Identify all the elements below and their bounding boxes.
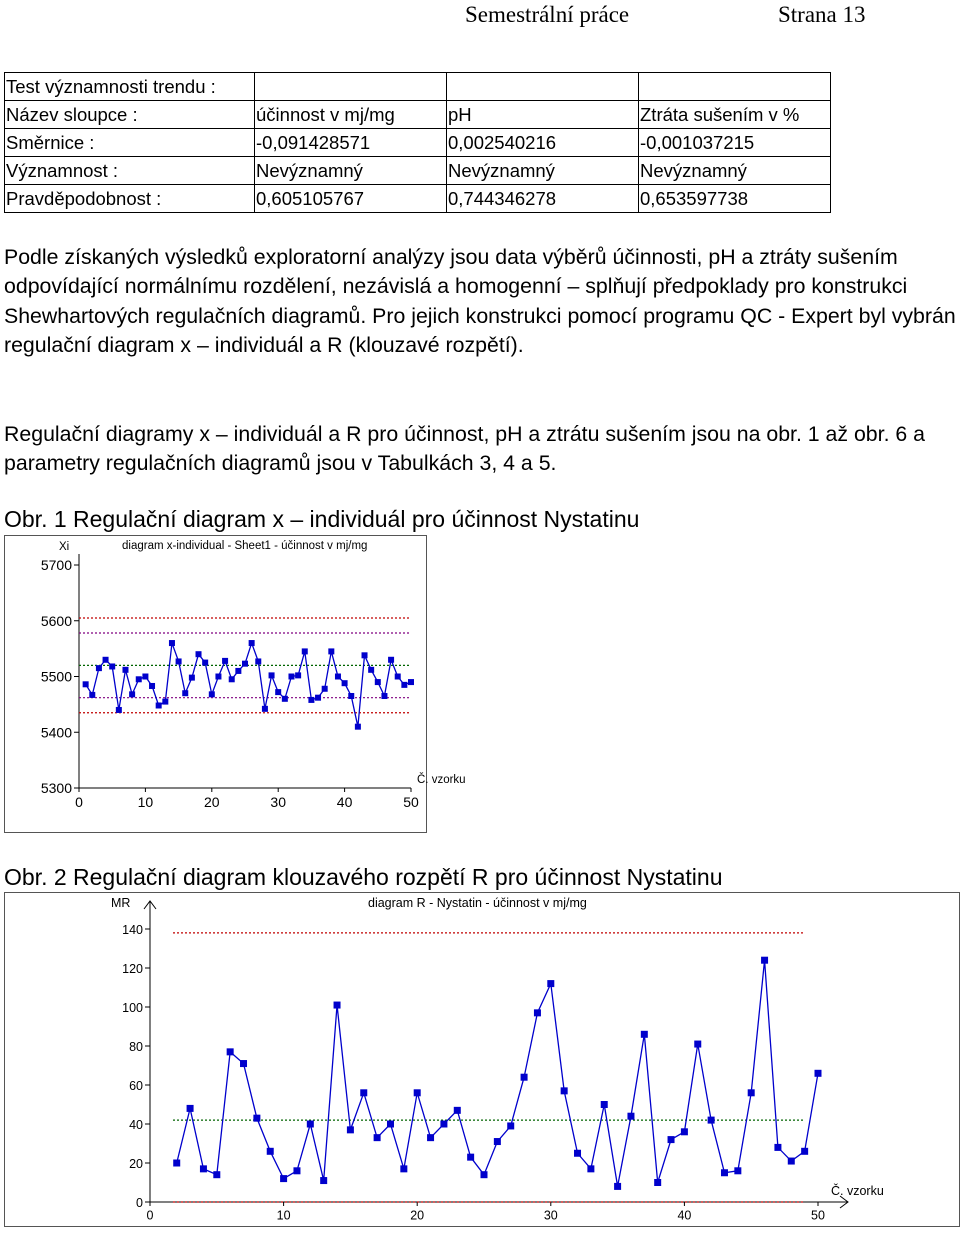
data-point <box>414 1089 421 1096</box>
table-cell: 0,002540216 <box>447 129 639 157</box>
data-point <box>222 658 228 664</box>
page-header <box>0 0 960 30</box>
y-tick-label: 100 <box>122 1001 143 1015</box>
data-point <box>395 674 401 680</box>
data-point <box>122 667 128 673</box>
data-point <box>467 1154 474 1161</box>
x-tick-label: 50 <box>403 794 419 810</box>
data-point <box>547 980 554 987</box>
data-point <box>440 1121 447 1128</box>
y-tick-label: 120 <box>122 962 143 976</box>
y-tick-label: 0 <box>136 1196 143 1210</box>
table-row <box>5 185 831 213</box>
data-point <box>156 702 162 708</box>
table-cell: -0,001037215 <box>639 129 831 157</box>
table-cell <box>255 73 447 101</box>
data-point <box>200 1165 207 1172</box>
data-point <box>574 1150 581 1157</box>
data-point <box>182 690 188 696</box>
data-point <box>774 1144 781 1151</box>
table-cell: Název sloupce : <box>5 101 255 129</box>
data-point <box>347 1126 354 1133</box>
data-point <box>481 1171 488 1178</box>
data-point <box>255 658 261 664</box>
y-tick-label: 5600 <box>40 612 72 629</box>
table-cell: Pravděpodobnost : <box>5 185 255 213</box>
table-row <box>5 157 831 185</box>
chart-title: diagram x-individual - Sheet1 - účinnost v mj/mg <box>122 540 368 552</box>
data-point <box>109 663 115 669</box>
figure-2-caption: Obr. 2 Regulační diagram klouzavého rozpětí R pro účinnost Nystatinu <box>4 864 723 890</box>
figure-1-caption: Obr. 1 Regulační diagram x – individuál pro účinnost Nystatinu <box>4 506 640 532</box>
data-point <box>262 706 268 712</box>
x-tick-label: 30 <box>270 794 286 810</box>
data-point <box>408 679 414 685</box>
data-point <box>267 1148 274 1155</box>
table-row <box>5 129 831 157</box>
data-point <box>308 697 314 703</box>
data-point <box>601 1101 608 1108</box>
paragraph-exploratory-analysis: Podle získaných výsledků exploratorní analýzy jsou data výběrů účinnosti, pH a ztráty sušením odpovídající normálnímu rozdělení, nezávislá a homogenní – splňují předpoklady pro konstrukci Shewhartových regulačních diagramů. Pro jejich konstrukci pomocí programu QC - Expert byl vybrán regulační diagram x – individuál a R (klouzavé rozpětí). <box>4 245 956 357</box>
data-point <box>507 1122 514 1129</box>
data-point <box>521 1074 528 1081</box>
x-tick-label: 0 <box>75 794 83 810</box>
data-point <box>360 1089 367 1096</box>
x-tick-label: 10 <box>276 1208 291 1223</box>
table-cell: Nevýznamný <box>639 157 831 185</box>
table-cell: Test významnosti trendu : <box>5 73 255 101</box>
data-point <box>355 724 361 730</box>
data-point <box>288 674 294 680</box>
data-point <box>387 1121 394 1128</box>
chart-1-frame <box>4 535 466 833</box>
data-point <box>240 1060 247 1067</box>
data-point <box>196 651 202 657</box>
data-point <box>173 1160 180 1167</box>
table-cell: pH <box>447 101 639 129</box>
data-point <box>116 707 122 713</box>
data-point <box>96 665 102 671</box>
table-cell <box>639 73 831 101</box>
data-point <box>275 689 281 695</box>
data-point <box>322 686 328 692</box>
data-point <box>721 1169 728 1176</box>
data-point <box>587 1165 594 1172</box>
x-tick-label: 20 <box>204 794 220 810</box>
y-tick-label: 140 <box>122 923 143 937</box>
y-tick-label: 5700 <box>40 557 72 573</box>
table-cell: Směrnice : <box>5 129 255 157</box>
y-tick-label: 20 <box>129 1157 143 1171</box>
trend-significance-table <box>4 72 831 213</box>
x-axis-label: Č. vzorku <box>831 1184 884 1198</box>
x-tick-label: 20 <box>410 1208 425 1223</box>
moving-range-chart <box>5 893 959 1226</box>
data-point <box>136 676 142 682</box>
data-point <box>149 683 155 689</box>
table-cell: 0,744346278 <box>447 185 639 213</box>
data-point <box>362 652 368 658</box>
data-point <box>103 657 109 663</box>
document-title: Semestrální práce <box>465 2 630 27</box>
data-point <box>215 674 221 680</box>
data-point <box>681 1128 688 1135</box>
y-axis-label: Xi <box>59 541 70 553</box>
data-point <box>302 648 308 654</box>
data-point <box>614 1183 621 1190</box>
y-tick-label: 60 <box>129 1079 143 1093</box>
data-point <box>242 661 248 667</box>
chart-2-frame <box>4 892 960 1227</box>
data-point <box>229 676 235 682</box>
data-point <box>641 1031 648 1038</box>
data-point <box>209 691 215 697</box>
y-axis-label: MR <box>111 896 131 910</box>
data-point <box>282 696 288 702</box>
data-point <box>176 658 182 664</box>
data-point <box>162 699 168 705</box>
data-point <box>627 1113 634 1120</box>
y-tick-label: 40 <box>129 1118 143 1132</box>
data-point <box>668 1136 675 1143</box>
data-point <box>187 1105 194 1112</box>
data-point <box>388 657 394 663</box>
data-point <box>401 682 407 688</box>
table-cell: 0,653597738 <box>639 185 831 213</box>
data-point <box>293 1167 300 1174</box>
data-point <box>348 693 354 699</box>
data-point <box>400 1165 407 1172</box>
y-tick-label: 80 <box>129 1040 143 1054</box>
y-tick-label: 5500 <box>40 668 72 685</box>
data-point <box>694 1041 701 1048</box>
data-point <box>253 1115 260 1122</box>
x-tick-label: 10 <box>137 794 154 810</box>
data-point <box>708 1117 715 1124</box>
data-point <box>235 668 241 674</box>
table-cell: 0,605105767 <box>255 185 447 213</box>
data-point <box>89 692 95 698</box>
data-point <box>494 1138 501 1145</box>
data-point <box>654 1179 661 1186</box>
data-point <box>320 1177 327 1184</box>
data-point <box>381 693 387 699</box>
data-point <box>335 674 341 680</box>
table-cell: Významnost : <box>5 157 255 185</box>
table-cell: Nevýznamný <box>255 157 447 185</box>
data-point <box>213 1171 220 1178</box>
x-tick-label: 40 <box>677 1208 692 1223</box>
x-tick-label: 0 <box>146 1208 154 1223</box>
data-point <box>748 1089 755 1096</box>
data-point <box>334 1002 341 1009</box>
chart-title: diagram R - Nystatin - účinnost v mj/mg <box>368 896 587 910</box>
x-tick-label: 30 <box>543 1208 558 1223</box>
data-point <box>83 681 89 687</box>
data-point <box>815 1070 822 1077</box>
table-cell <box>447 73 639 101</box>
data-point <box>342 680 348 686</box>
page-number: Strana 13 <box>778 2 866 27</box>
data-point <box>561 1087 568 1094</box>
data-point <box>328 648 334 654</box>
data-point <box>280 1175 287 1182</box>
data-point <box>375 679 381 685</box>
table-cell: Ztráta sušením v % <box>639 101 831 129</box>
data-point <box>368 667 374 673</box>
data-point <box>734 1167 741 1174</box>
data-point <box>534 1009 541 1016</box>
data-point <box>129 691 135 697</box>
data-point <box>142 674 148 680</box>
data-point <box>761 957 768 964</box>
x-tick-label: 40 <box>336 794 353 810</box>
data-point <box>788 1158 795 1165</box>
data-point <box>249 640 255 646</box>
y-tick-label: 5300 <box>40 780 72 796</box>
data-point <box>315 695 321 701</box>
data-point <box>227 1048 234 1055</box>
x-tick-label: 50 <box>811 1208 825 1223</box>
data-point <box>202 660 208 666</box>
x-individual-chart <box>5 536 466 832</box>
data-point <box>801 1148 808 1155</box>
data-point <box>454 1107 461 1114</box>
data-point <box>189 675 195 681</box>
table-row <box>5 73 831 101</box>
table-cell: Nevýznamný <box>447 157 639 185</box>
data-point <box>269 672 275 678</box>
table-row <box>5 101 831 129</box>
y-tick-label: 5400 <box>40 724 72 741</box>
paragraph-control-charts: Regulační diagramy x – individuál a R pro účinnost, pH a ztrátu sušením jsou na obr. 1 až obr. 6 a parametry regulačních diagramů jsou v Tabulkách 3, 4 a 5. <box>4 422 926 476</box>
data-point <box>307 1121 314 1128</box>
table-cell: účinnost v mj/mg <box>255 101 447 129</box>
data-point <box>374 1134 381 1141</box>
x-axis-label: Č. vzorku <box>417 774 466 786</box>
data-point <box>427 1134 434 1141</box>
data-point <box>295 672 301 678</box>
table-cell: -0,091428571 <box>255 129 447 157</box>
data-point <box>169 640 175 646</box>
